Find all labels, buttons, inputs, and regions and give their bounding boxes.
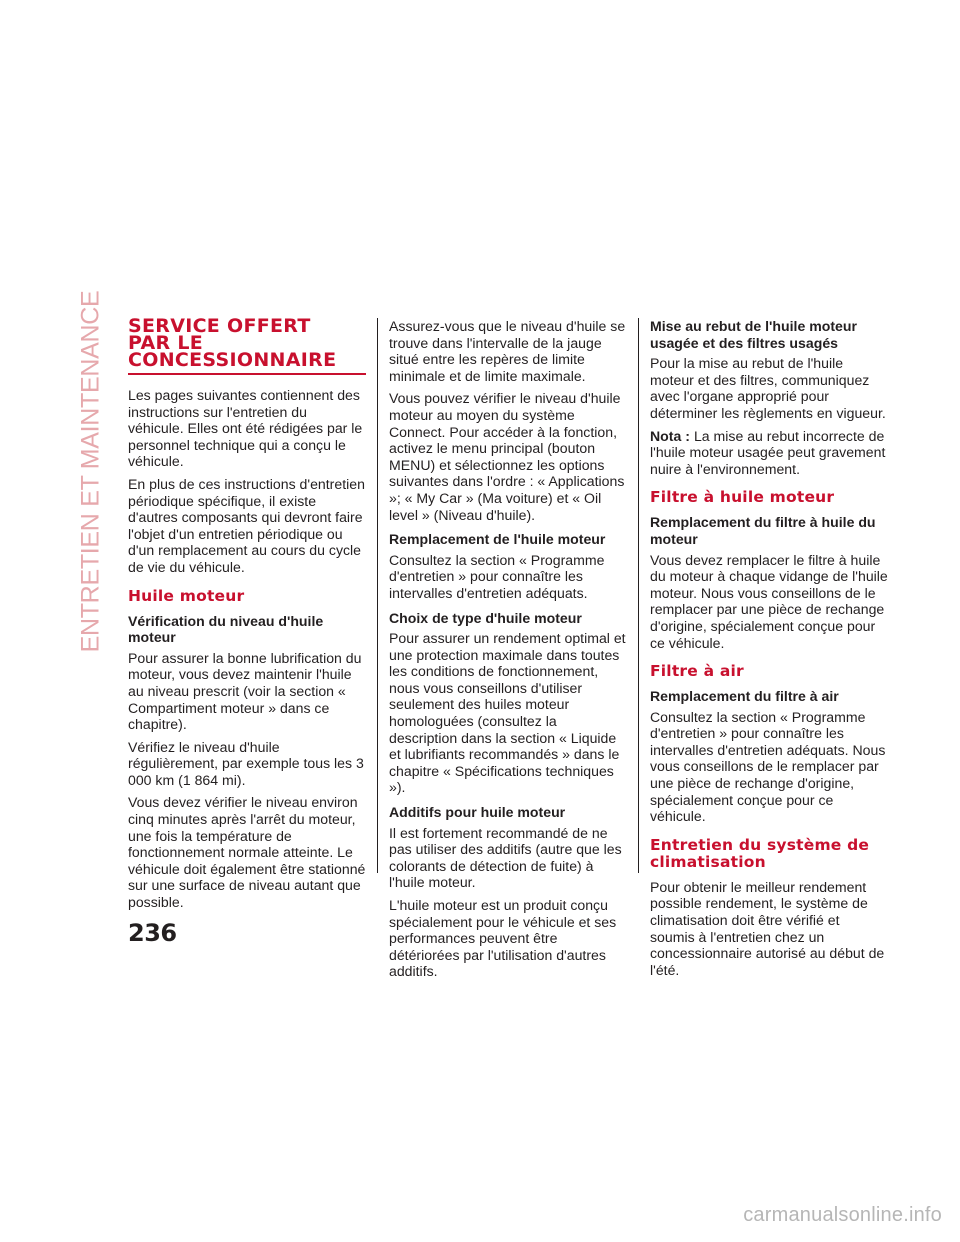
paragraph: Vérifiez le niveau d'huile régulièrement, par exemple tous les 3 000 km (1 864 mi). [128,738,364,788]
column-divider [377,318,378,873]
paragraph: Les pages suivantes contiennent des instructions sur l'entretien du véhicule. Elles ont été rédigées par le personnel technique qui a conçu le véhicule. [128,387,363,470]
heading-engine-oil: Huile moteur [128,586,245,605]
column-divider [638,318,639,873]
section-title-line-1: SERVICE OFFERT [128,315,311,337]
column-2 [389,318,627,986]
subheading-oil-level-check: Vérification du niveau d'huile moteur [128,612,324,646]
chapter-title: ENTRETIEN ET MAINTENANCE [76,290,105,652]
section-title [128,315,366,375]
subheading-oil-replacement: Remplacement de l'huile moteur [389,531,606,548]
paragraph: L'huile moteur est un produit conçu spécialement pour le véhicule et ses performances peuvent être détériorées par l'utilisation d'autres additifs. [389,897,617,980]
subheading-oil-type: Choix de type d'huile moteur [389,609,582,626]
heading-ac-maintenance: Entretien du système de climatisation [650,835,870,871]
section-title-line-2: PAR LE [128,332,204,354]
column-3 [650,318,888,984]
watermark: carmanualsonline.info [743,1204,942,1226]
paragraph: Pour obtenir le meilleur rendement possible rendement, le système de climatisation doit être vérifié et soumis à l'entretien chez un concessionnaire autorisé au début de l'été. [650,878,885,978]
note-text: La mise au rebut incorrecte de l'huile moteur usagée peut gravement nuire à l'environnement. [650,427,886,477]
subheading-oil-additives: Additifs pour huile moteur [389,804,566,821]
page-number: 236 [128,919,177,947]
paragraph: Il est fortement recommandé de ne pas utiliser des additifs (autre que les colorants de détection de fuite) à l'huile moteur. [389,824,622,891]
heading-oil-filter: Filtre à huile moteur [650,488,835,507]
paragraph: Vous devez remplacer le filtre à huile du moteur à chaque vidange de l'huile moteur. Nous vous conseillons de le remplacer par une pièce de rechange d'origine, spécialement conçue pour ce véhicule. [650,551,888,651]
chapter-side-tab [74,290,108,652]
heading-air-filter: Filtre à air [650,662,744,681]
paragraph: Vous pouvez vérifier le niveau d'huile moteur au moyen du système Connect. Pour accéder à la fonction, activez le menu principal (bouton MENU) et sélectionnez les options suivantes dans l'ordre : « Applications »; « My Car » (Ma voiture) et « Oil level » (Niveau d'huile). [389,390,625,523]
section-title-line-3: CONCESSIONNAIRE [128,349,337,371]
subheading-air-filter-replacement: Remplacement du filtre à air [650,688,839,705]
paragraph: Vous devez vérifier le niveau environ cinq minutes après l'arrêt du moteur, une fois la température de fonctionnement normale atteinte. Le véhicule doit également être stationné sur une surface de niveau autant que possible. [128,794,366,911]
paragraph: Pour assurer un rendement optimal et une protection maximale dans toutes les conditions de fonctionnement, nous vous conseillons d'utiliser seulement des huiles moteur homologuées (consultez la description dans la section « Liquide et lubrifiants recommandés » dans le chapitre « Spécifications techniques »). [389,630,626,796]
note-label: Nota : [650,427,690,444]
subheading-oil-disposal: Mise au rebut de l'huile moteur usagée et des filtres usagés [650,318,857,351]
paragraph: Consultez la section « Programme d'entretien » pour connaître les intervalles d'entretien adéquats. [389,551,605,601]
paragraph: En plus de ces instructions d'entretien périodique spécifique, il existe d'autres composants qui devront faire l'objet d'un entretien périodique ou d'un remplacement au cours du cycle de vie du véhicule. [128,475,365,575]
column-1 [128,315,366,917]
paragraph: Assurez-vous que le niveau d'huile se trouve dans l'intervalle de la jauge situé entre les repères de limite minimale et de limite maximale. [389,318,626,384]
paragraph: Pour la mise au rebut de l'huile moteur et des filtres, communiquez avec l'organe approprié pour déterminer les règlements en vigueur. [650,355,886,421]
note-paragraph [650,428,888,478]
paragraph: Consultez la section « Programme d'entretien » pour connaître les intervalles d'entretien adéquats. Nous vous conseillons de le remplacer par une pièce de rechange d'origine, spécialement conçue pour ce véhicule. [650,708,886,825]
paragraph: Pour assurer la bonne lubrification du moteur, vous devez maintenir l'huile au niveau prescrit (voir la section « Compartiment moteur » dans ce chapitre). [128,649,362,733]
subheading-oil-filter-replacement: Remplacement du filtre à huile du moteur [650,514,876,547]
